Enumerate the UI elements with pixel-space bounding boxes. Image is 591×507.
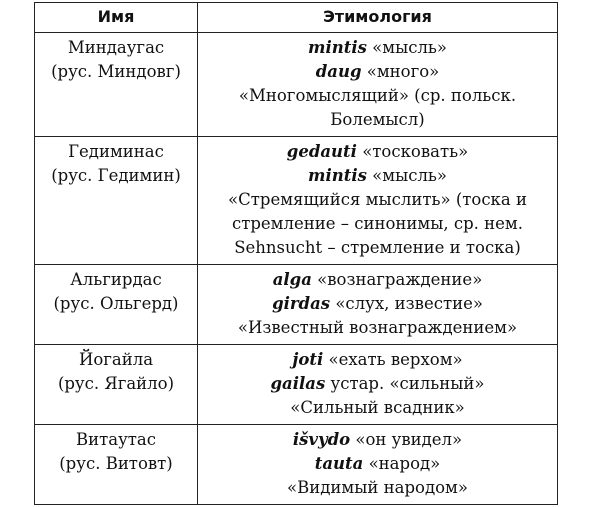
gloss-text: Sehnsucht – стремление и тоска) bbox=[234, 238, 521, 257]
name-cell bbox=[35, 425, 198, 505]
russian-name: (рус. Ольгерд) bbox=[53, 294, 179, 313]
table-row bbox=[35, 425, 558, 505]
etymology-line bbox=[201, 428, 554, 452]
etymology-line bbox=[201, 372, 554, 396]
lithuanian-word: joti bbox=[292, 350, 324, 369]
table-row bbox=[35, 137, 558, 265]
name-cell bbox=[35, 345, 198, 425]
etymology-line bbox=[201, 452, 554, 476]
etymology-cell bbox=[198, 265, 558, 345]
name-cell bbox=[35, 33, 198, 137]
gloss-text: «Многомыслящий» (ср. польск. bbox=[238, 86, 517, 105]
etymology-table-wrapper bbox=[34, 2, 558, 505]
gloss-text: устар. «сильный» bbox=[325, 374, 485, 393]
etymology-line bbox=[201, 292, 554, 316]
lithuanian-name: Гедиминас bbox=[68, 142, 164, 161]
header-name: Имя bbox=[35, 3, 198, 33]
lithuanian-word: išvydo bbox=[292, 430, 351, 449]
gloss-text: «мысль» bbox=[366, 166, 447, 185]
gloss-text: «Известный вознаграждением» bbox=[237, 318, 518, 337]
russian-name: (рус. Витовт) bbox=[59, 454, 173, 473]
table-row bbox=[35, 33, 558, 137]
etymology-line bbox=[201, 164, 554, 188]
gloss-text: «Сильный всадник» bbox=[290, 398, 465, 417]
etymology-cell bbox=[198, 33, 558, 137]
etymology-line bbox=[201, 84, 554, 108]
russian-name: (рус. Гедимин) bbox=[51, 166, 181, 185]
lithuanian-word: gedauti bbox=[286, 142, 357, 161]
lithuanian-word: alga bbox=[272, 270, 312, 289]
etymology-line bbox=[201, 140, 554, 164]
lithuanian-word: gailas bbox=[270, 374, 326, 393]
etymology-cell bbox=[198, 345, 558, 425]
gloss-text: «много» bbox=[361, 62, 440, 81]
header-row bbox=[35, 3, 558, 33]
lithuanian-word: daug bbox=[315, 62, 362, 81]
lithuanian-name: Миндаугас bbox=[67, 38, 165, 57]
gloss-text: «он увидел» bbox=[350, 430, 463, 449]
lithuanian-word: mintis bbox=[307, 166, 367, 185]
lithuanian-word: tauta bbox=[314, 454, 364, 473]
etymology-line bbox=[201, 212, 554, 236]
table-row bbox=[35, 265, 558, 345]
gloss-text: «Стремящийся мыслить» (тоска и bbox=[228, 190, 527, 209]
etymology-line bbox=[201, 316, 554, 340]
etymology-line bbox=[201, 396, 554, 420]
etymology-line bbox=[201, 476, 554, 500]
russian-name: (рус. Миндовг) bbox=[51, 62, 181, 81]
gloss-text: «вознаграждение» bbox=[311, 270, 483, 289]
header-etymology: Этимология bbox=[198, 3, 558, 33]
gloss-text: стремление – синонимы, ср. нем. bbox=[231, 214, 524, 233]
etymology-table bbox=[34, 2, 558, 505]
etymology-line bbox=[201, 60, 554, 84]
gloss-text: «ехать верхом» bbox=[323, 350, 463, 369]
etymology-line bbox=[201, 348, 554, 372]
etymology-cell bbox=[198, 425, 558, 505]
etymology-cell bbox=[198, 137, 558, 265]
name-cell bbox=[35, 265, 198, 345]
etymology-line bbox=[201, 108, 554, 132]
lithuanian-name: Витаутас bbox=[75, 430, 156, 449]
etymology-line bbox=[201, 188, 554, 212]
etymology-line bbox=[201, 268, 554, 292]
etymology-line bbox=[201, 36, 554, 60]
lithuanian-word: girdas bbox=[272, 294, 331, 313]
gloss-text: «слух, известие» bbox=[330, 294, 483, 313]
lithuanian-word: mintis bbox=[307, 38, 367, 57]
gloss-text: Болемысл) bbox=[330, 110, 425, 129]
lithuanian-name: Йогайла bbox=[78, 350, 154, 369]
gloss-text: «Видимый народом» bbox=[287, 478, 468, 497]
gloss-text: «мысль» bbox=[366, 38, 447, 57]
russian-name: (рус. Ягайло) bbox=[57, 374, 175, 393]
name-cell bbox=[35, 137, 198, 265]
table-row bbox=[35, 345, 558, 425]
gloss-text: «народ» bbox=[363, 454, 441, 473]
table-body bbox=[35, 33, 558, 505]
etymology-line bbox=[201, 236, 554, 260]
lithuanian-name: Альгирдас bbox=[70, 270, 162, 289]
gloss-text: «тосковать» bbox=[356, 142, 469, 161]
